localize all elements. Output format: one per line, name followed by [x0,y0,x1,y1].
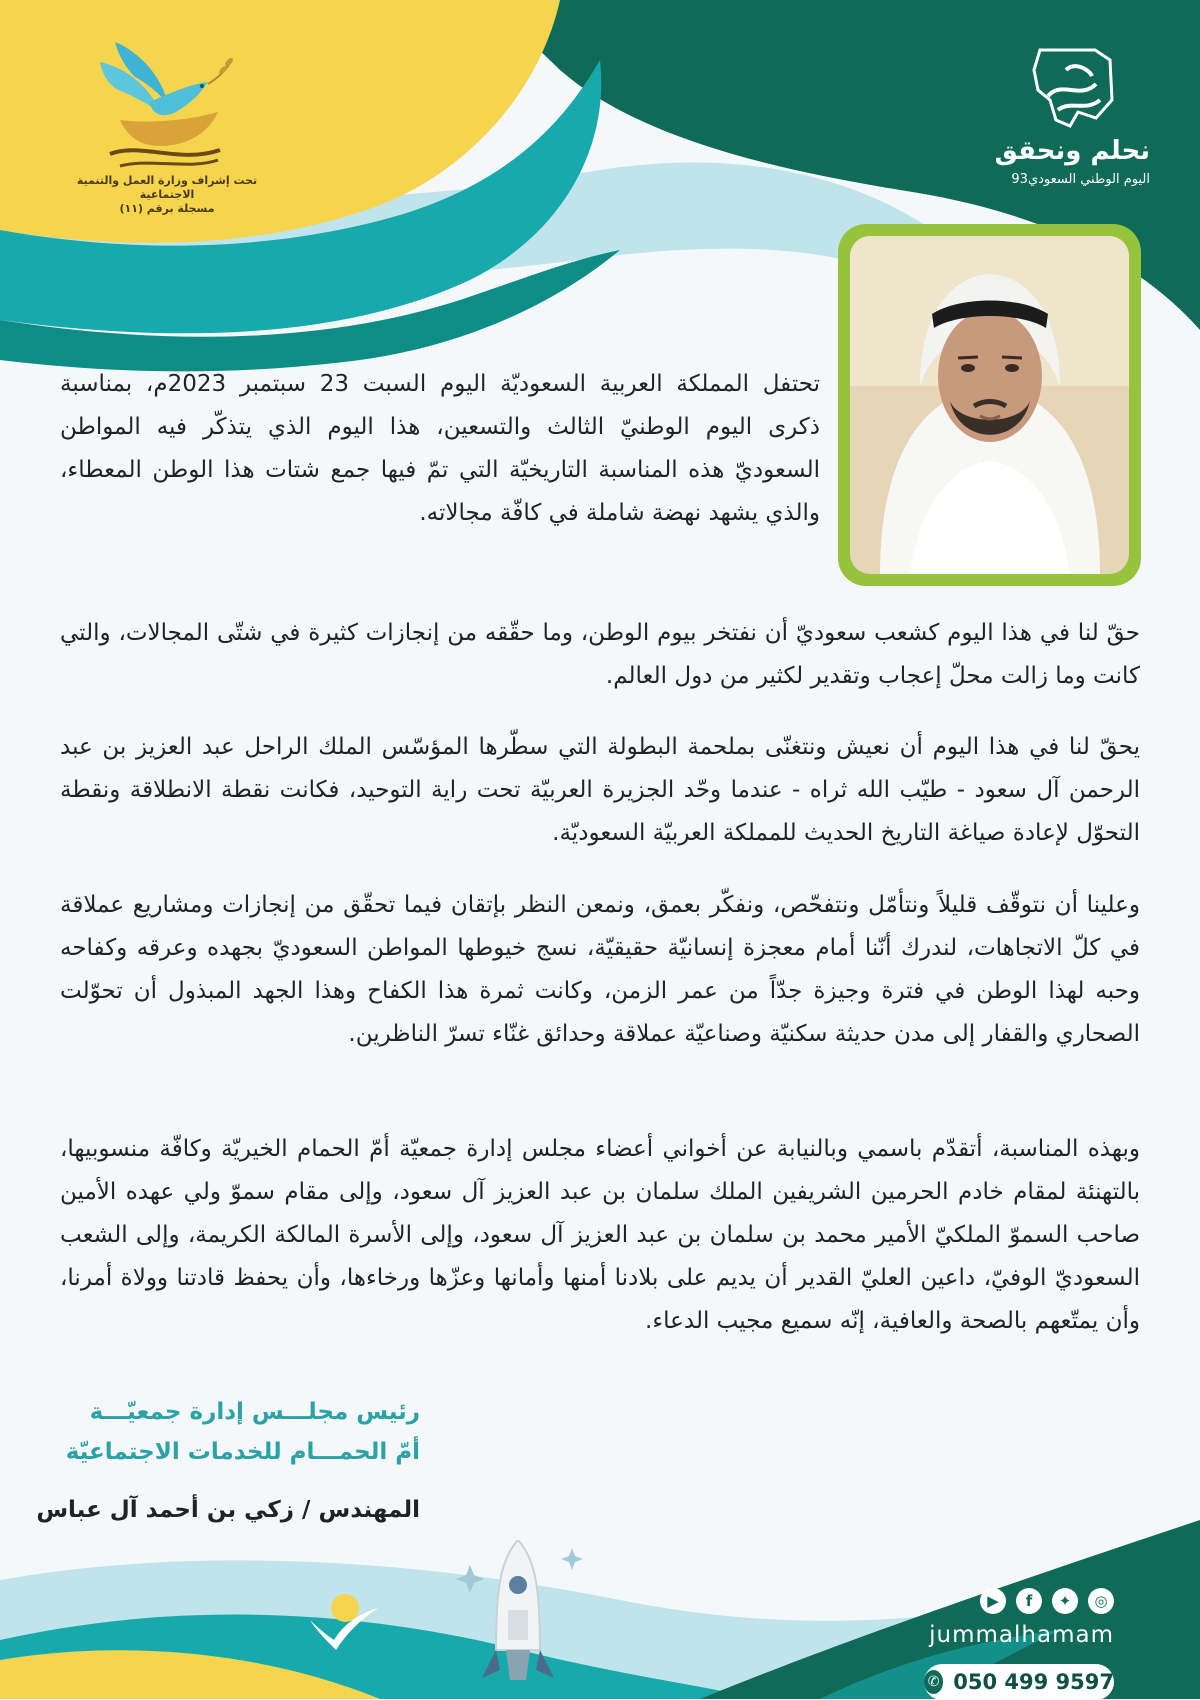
body-paragraph-1: حقّ لنا في هذا اليوم كشعب سعوديّ أن نفتخر بيوم الوطن، وما حقّقه من إنجازات كثيرة في شتّى المجالات، والتي كانت وما زالت محلّ إعجاب وتقدير لكثير من دول العالم. [60,620,1140,689]
portrait-frame [838,224,1141,586]
signature-title-line2: أمّ الحمـــام للخدمات الاجتماعيّة [65,1439,420,1465]
whatsapp-icon: ✆ [924,1670,943,1694]
contact-block [927,1588,1150,1698]
instagram-icon[interactable]: ◎ [1088,1588,1114,1614]
association-caption [62,174,272,216]
dove-emblem-icon [90,42,240,172]
association-caption-line1: تحت إشراف وزارة العمل والتنمية الاجتماعية [76,174,258,201]
national-day-subtitle: اليوم الوطني السعودي93 [1011,172,1150,187]
body-paragraph-4: وبهذه المناسبة، أتقدّم باسمي وبالنيابة عن أخواني أعضاء مجلس إدارة جمعيّة أمّ الحمام الخيريّة وكافّة منسوبيها، بالتهنئة لمقام خادم الحرمين الشريفين الملك سلمان بن عبد العزيز آل سعود، وإلى مقام سموّ ولي عهده الأمين صاحب السموّ الملكيّ الأمير محمد بن سلمان بن عبد العزيز آل سعود، وإلى الأسرة المالكة الكريمة، وإلى الشعب السعوديّ الوفيّ، داعين العليّ القدير أن يديم على بلادنا أمنها وأمانها وعزّها ورخاءها، وأن يحفظ قادتنا وولاة أمرنا، وأن يمتّعهم بالصحة والعافية، إنّه سميع مجيب الدعاء. [60,1136,1140,1334]
national-day-title: نحلم ونحقق [994,136,1150,166]
phone-number: 050 499 9597 [953,1670,1114,1694]
body-paragraph-3: وعلينا أن نتوقّف قليلاً ونتأمّل ونتفحّص، ونفكّر بعمق، ونمعن النظر بإتقان فيما تحقّق من إنجازات ومشاريع عملاقة في كلّ الاتجاهات، لندرك أنّنا أمام معجزة إنسانيّة حقيقيّة، نسج خيوطها المواطن السعوديّ بجهده وعرقه وكفاحه وحبه لهذا الوطن في فترة وجيزة جدّاً من عمر الزمن، وكانت ثمرة هذا الكفاح وهذا الجهد المبذول أن تحوّلت الصحاري والقفار إلى مدن حديثة سكنيّة وصناعيّة عملاقة وحدائق غنّاء تسرّ الناظرين. [60,892,1140,1047]
association-logo [62,42,272,217]
bird-sun-icon [300,1580,390,1660]
national-day-logo [960,40,1160,190]
chairman-portrait [850,236,1129,574]
body-paragraph-2: يحقّ لنا في هذا اليوم أن نعيش ونتغنّى بملحمة البطولة التي سطّرها المؤسّس الملك الراحل عبد العزيز بن عبد الرحمن آل سعود - طيّب الله ثراه - عندما وحّد الجزيرة العربيّة تحت راية التوحيد، فكانت نقطة الانطلاقة ونقطة التحوّل لإعادة صياغة التاريخ الحديث للمملكة العربيّة السعوديّة. [60,734,1140,846]
youtube-icon[interactable]: ▶ [980,1588,1006,1614]
twitter-icon[interactable]: ✦ [1052,1588,1078,1614]
signature-name: المهندس / زكي بن أحمد آل عباس [36,1497,420,1523]
intro-paragraph: تحتفل المملكة العربية السعوديّة اليوم السبت 23 سبتمبر 2023م، بمناسبة ذكرى اليوم الوطنيّ الثالث والتسعين، هذا اليوم الذي يتذكّر فيه المواطن السعوديّ هذه المناسبة التاريخيّة التي تمّ فيها جمع شتات هذا الوطن المعطاء، والذي يشهد نهضة شاملة في كافّة مجالاته. [60,371,821,526]
rocket-icon [478,1540,558,1690]
social-icons [980,1588,1114,1614]
signature-block [36,1392,420,1530]
social-handle[interactable]: jummalhamam [929,1622,1114,1648]
national-day-calligraphy-icon [1000,40,1150,135]
facebook-icon[interactable]: f [1016,1588,1042,1614]
phone-pill[interactable] [924,1664,1114,1700]
signature-title-line1: رئيس مجلـــس إدارة جمعيّـــة [89,1399,420,1425]
association-caption-line2: مسجلة برقم (١١) [119,202,215,215]
